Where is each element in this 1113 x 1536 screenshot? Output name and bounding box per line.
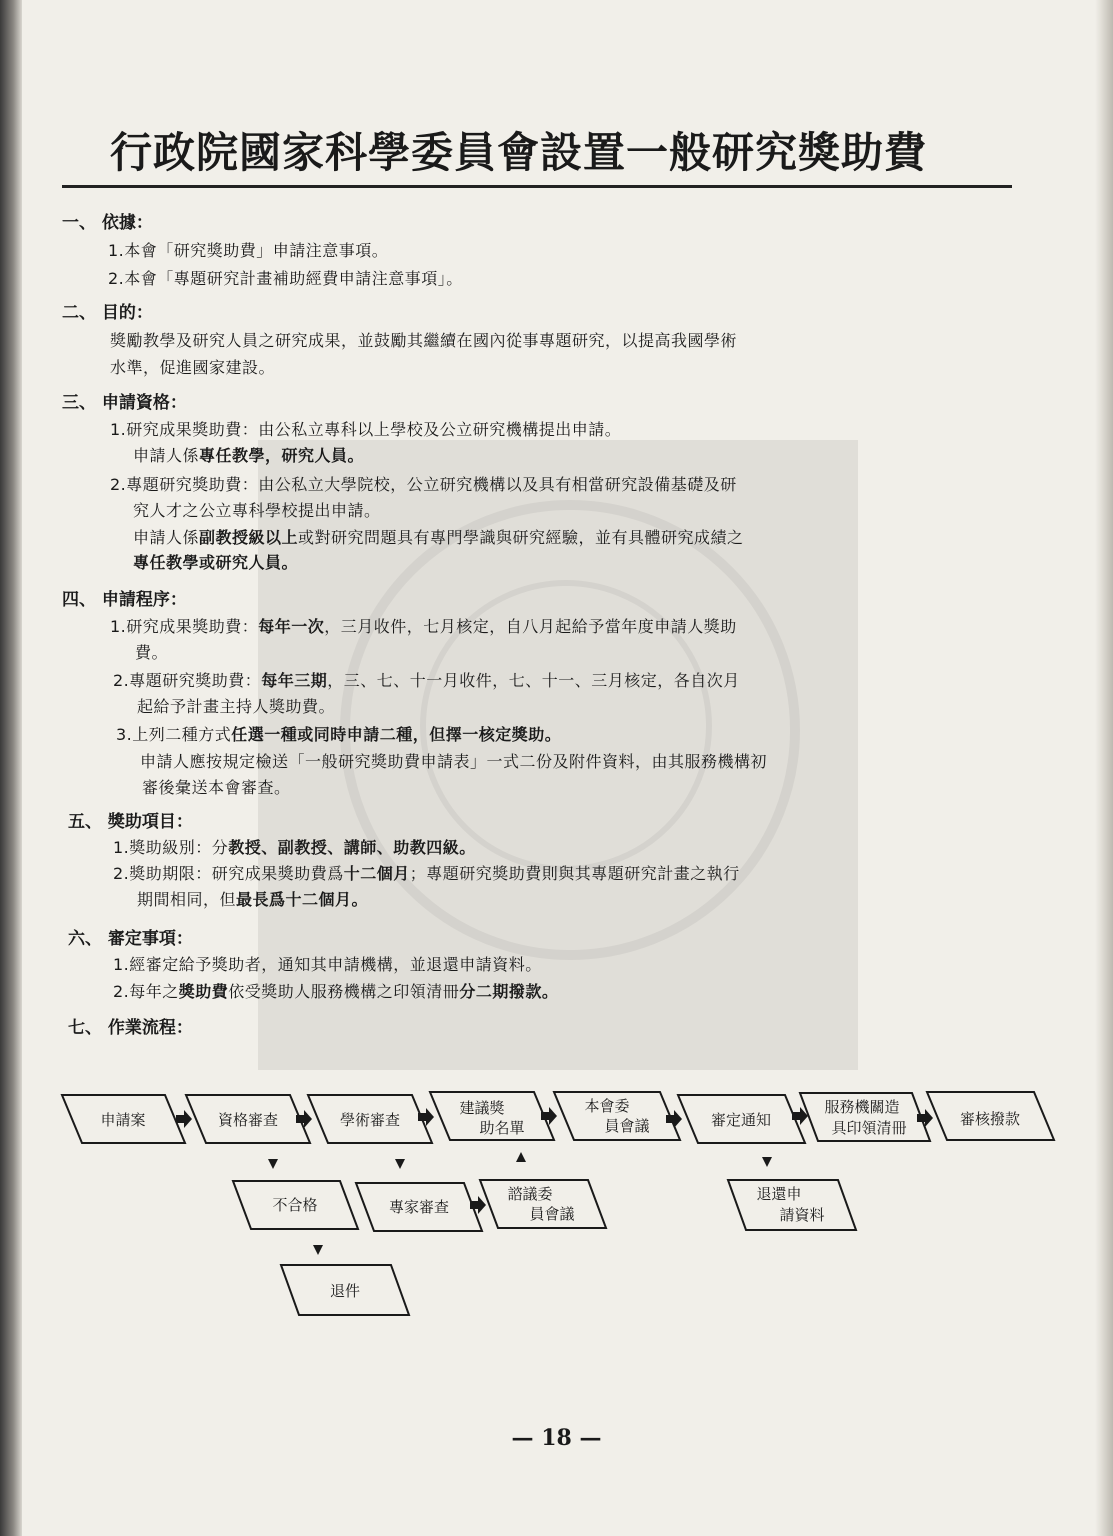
procedure-line-3c: ，三、七、十一月收件，七、十一、三月核定，各自次月: [327, 671, 740, 690]
flow-label-apply: 申請案: [100, 1111, 146, 1129]
eligibility-line-6: 專任教學或研究人員。: [133, 553, 299, 572]
procedure-line-6: 申請人應按規定檢送「一般研究獎助費申請表」一式二份及附件資料，由其服務機構初: [140, 752, 768, 771]
flow-label-advisory-1: 諮議委: [507, 1185, 553, 1203]
eligibility-line-2b: 專任教學，研究人員。: [199, 446, 365, 465]
section-heading-basis: 一、 依據：: [62, 213, 153, 233]
procedure-line-5b: 任選一種或同時申請二種，但擇一核定獎助。: [231, 725, 562, 744]
procedure-line-1b: 每年一次: [258, 617, 325, 636]
section-heading-purpose: 二、 目的：: [62, 303, 153, 323]
arrow-icon: [418, 1108, 434, 1126]
eligibility-line-5b: 副教授級以上: [199, 528, 299, 547]
arrow-icon: [313, 1245, 323, 1255]
procedure-line-1a: 1.研究成果獎助費：: [110, 617, 259, 636]
procedure-line-1c: ，三月收件，七月核定，自八月起給予當年度申請人獎助: [324, 617, 737, 636]
flow-label-notify: 審定通知: [710, 1111, 772, 1129]
arrow-icon: [395, 1159, 405, 1169]
flow-label-return-1: 退還申: [756, 1185, 802, 1203]
flow-label-disburse: 審核撥款: [959, 1110, 1021, 1128]
basis-line-1: 1.本會「研究獎助費」申請注意事項。: [108, 241, 389, 260]
items-line-3a: 期間相同，但: [137, 890, 237, 909]
section-heading-eligibility: 三、 申請資格：: [62, 393, 187, 413]
review-line-2c: 依受獎助人服務機構之印領清冊: [228, 982, 460, 1001]
review-line-2d: 分二期撥款。: [459, 982, 559, 1001]
flow-label-recommend-2: 助名單: [479, 1119, 525, 1137]
items-line-1a: 1.獎助級別：分: [113, 838, 229, 857]
review-line-2a: 2.每年之: [113, 982, 179, 1001]
flow-label-advisory-2: 員會議: [529, 1205, 575, 1223]
section-heading-review: 六、 審定事項：: [68, 929, 193, 949]
items-line-1b: 教授、副教授、講師、助教四級。: [228, 838, 476, 857]
eligibility-line-4: 究人才之公立專科學校提出申請。: [133, 501, 381, 520]
page-title: 行政院國家科學委員會設置一般研究獎助費: [110, 128, 928, 177]
arrow-icon: [541, 1107, 557, 1125]
eligibility-line-3: 2.專題研究獎助費：由公私立大學院校，公立研究機構以及具有相當研究設備基礎及研: [110, 475, 737, 494]
review-line-1: 1.經審定給予獎助者，通知其申請機構，並退還申請資料。: [113, 955, 542, 974]
flow-label-expert: 專家審查: [388, 1198, 450, 1216]
eligibility-line-2a: 申請人係: [133, 446, 200, 465]
eligibility-line-5a: 申請人係: [133, 528, 200, 547]
section-heading-items: 五、 獎助項目：: [68, 812, 193, 832]
arrow-icon: [516, 1152, 526, 1162]
flow-label-return-2: 請資料: [779, 1206, 825, 1224]
eligibility-line-1: 1.研究成果獎助費：由公私立專科以上學校及公立研究機構提出申請。: [110, 420, 622, 439]
eligibility-line-5c: 或對研究問題具有專門學識與研究經驗，並有具體研究成績之: [298, 528, 744, 547]
basis-line-2: 2.本會「專題研究計畫補助經費申請注意事項」。: [108, 269, 463, 288]
items-line-2c: ；專題研究獎助費則與其專題研究計畫之執行: [409, 864, 740, 883]
procedure-line-4: 起給予計畫主持人獎助費。: [137, 697, 336, 716]
purpose-line-1: 獎勵教學及研究人員之研究成果，並鼓勵其繼續在國內從事專題研究，以提高我國學術: [110, 331, 738, 350]
procedure-line-3a: 2.專題研究獎助費：: [113, 671, 262, 690]
flow-label-academic: 學術審查: [339, 1111, 401, 1129]
procedure-line-2: 費。: [135, 643, 169, 662]
purpose-line-2: 水準，促進國家建設。: [110, 358, 276, 377]
procedure-line-5a: 3.上列二種方式: [116, 725, 232, 744]
flow-label-committee-1: 本會委: [584, 1097, 630, 1115]
flow-label-reject: 退件: [329, 1282, 361, 1300]
arrow-icon: [268, 1159, 278, 1169]
flow-label-qualify: 資格審查: [217, 1111, 279, 1129]
arrow-icon: [470, 1196, 486, 1214]
items-line-2a: 2.獎助期限：研究成果獎助費爲: [113, 864, 344, 883]
review-line-2b: 獎助費: [178, 982, 229, 1001]
procedure-line-7: 審後彙送本會審查。: [142, 778, 291, 797]
flow-label-agency-2: 具印領清冊: [831, 1119, 907, 1137]
page-number: — 18 —: [511, 1425, 602, 1451]
items-line-2b: 十二個月: [343, 864, 410, 883]
items-line-3b: 最長爲十二個月。: [236, 890, 369, 909]
procedure-line-3b: 每年三期: [261, 671, 328, 690]
section-heading-procedure: 四、 申請程序：: [62, 590, 187, 610]
flow-label-committee-2: 員會議: [604, 1117, 650, 1135]
flow-label-agency-1: 服務機關造: [824, 1098, 900, 1116]
flow-label-fail: 不合格: [272, 1196, 318, 1214]
section-heading-workflow: 七、 作業流程：: [68, 1018, 193, 1038]
flow-label-recommend-1: 建議獎: [459, 1099, 505, 1117]
arrow-icon: [762, 1157, 772, 1167]
